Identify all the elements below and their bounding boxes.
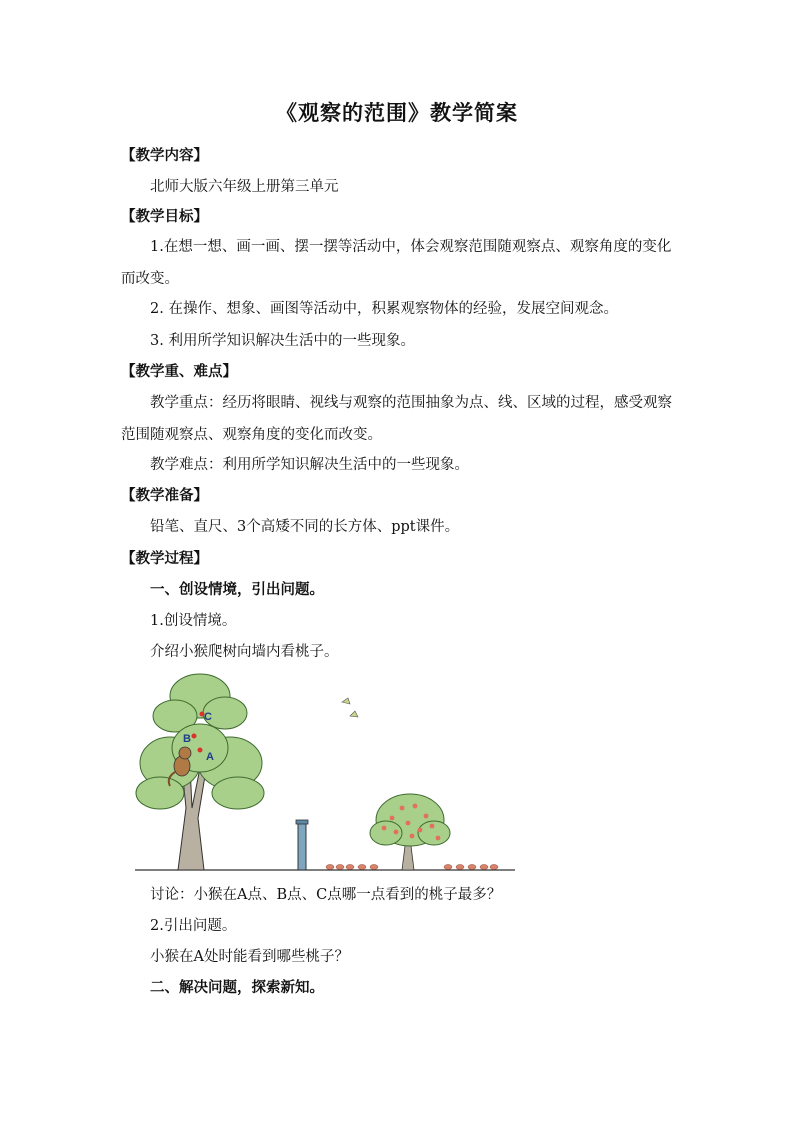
step-1: 1.创设情境。: [150, 613, 237, 629]
page-title: 《观察的范围》教学简案: [276, 100, 518, 125]
point-a-marker: [198, 748, 203, 753]
part-1-heading: 一、创设情境，引出问题。: [150, 581, 324, 598]
monkey-tree-illustration: [130, 668, 520, 876]
section-heading-process: 【教学过程】: [121, 550, 208, 567]
step-2-text: 小猴在A处时能看到哪些桃子？: [150, 949, 349, 965]
goal-2: 2. 在操作、想象、画图等活动中，积累观察物体的经验，发展空间观念。: [150, 301, 618, 317]
goal-3: 3. 利用所学知识解决生活中的一些现象。: [150, 333, 415, 349]
label-b: B: [183, 733, 191, 745]
discussion-question: 讨论：小猴在A点、B点、C点哪一点看到的桃子最多？: [150, 887, 502, 903]
point-b-marker: [192, 734, 197, 739]
section-heading-content: 【教学内容】: [121, 147, 208, 164]
label-a: A: [206, 751, 214, 763]
part-2-heading: 二、解决问题，探索新知。: [150, 979, 324, 996]
preparation-text: 铅笔、直尺、3个高矮不同的长方体、ppt课件。: [150, 519, 460, 535]
section-heading-goals: 【教学目标】: [121, 208, 208, 225]
step-1-text: 介绍小猴爬树向墙内看桃子。: [150, 644, 339, 660]
content-text: 北师大版六年级上册第三单元: [150, 179, 339, 195]
difficult-point: 教学难点：利用所学知识解决生活中的一些现象。: [150, 457, 469, 473]
goal-1: 1.在想一想、画一画、摆一摆等活动中，体会观察范围随观察点、观察角度的变化而改变。: [121, 239, 672, 287]
leaf-icon: [350, 711, 358, 717]
wall: [298, 823, 306, 870]
leaf-icon: [342, 698, 350, 704]
label-c: C: [204, 711, 212, 723]
section-heading-preparation: 【教学准备】: [121, 487, 208, 504]
section-heading-key-points: 【教学重、难点】: [121, 363, 237, 380]
step-2: 2.引出问题。: [150, 918, 237, 934]
key-point: 教学重点：经历将眼睛、视线与观察的范围抽象为点、线、区域的过程，感受观察范围随观察点、观察角度的变化而改变。: [121, 395, 672, 443]
